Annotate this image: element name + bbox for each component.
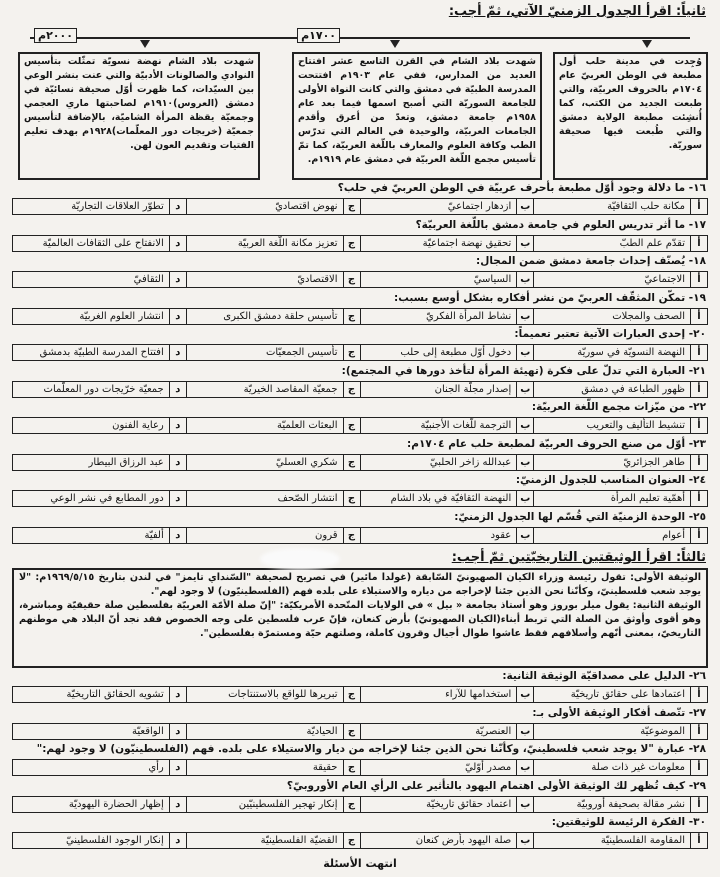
- answer-option[interactable]: [533, 491, 707, 506]
- answer-options-row: [12, 723, 708, 740]
- answer-options-row: [12, 344, 708, 361]
- answer-option[interactable]: [533, 382, 707, 397]
- answer-options-row: [12, 235, 708, 252]
- answer-option[interactable]: [13, 236, 186, 251]
- option-text: مكانة حلب الثقافيّة: [607, 201, 685, 212]
- answer-option[interactable]: [360, 382, 534, 397]
- option-text: تطوّر العلاقات التجاريّة: [71, 201, 164, 212]
- answer-option[interactable]: [186, 528, 360, 543]
- option-text: إنكار تهجير الفلسطينيّين: [238, 798, 338, 810]
- timeline-year-end: ٢٠٠٠م: [34, 28, 77, 43]
- option-text: نشاط المرأة الفكريّ: [426, 310, 512, 322]
- option-letter: ج: [343, 797, 360, 812]
- answer-option[interactable]: [13, 797, 186, 812]
- option-text: استخدامها للآراء: [445, 689, 512, 700]
- option-text: تنشيط التأليف والتعريب: [586, 420, 685, 431]
- option-text: جمعيّة خرّيجات دور المعلّمات: [43, 383, 164, 395]
- answer-option[interactable]: [360, 724, 534, 739]
- answer-option[interactable]: [360, 199, 534, 214]
- answer-option[interactable]: [13, 199, 186, 214]
- answer-option[interactable]: [360, 797, 534, 812]
- question-text: ٢٢- من ميّزات مجمع اللّغة العربيّة:: [531, 401, 706, 413]
- option-text: السياسيّ: [473, 274, 512, 285]
- document-1-text: الوثيقة الأولى: تقول رئيسة وزراء الكيان الصهيونيّ السّابقة (غولدا مائير) في تصريح لصحيفة "السّنداي تايمز" في لندن بتاريخ ١٩٦٩/٥/١٥م: "لا يوجد شعب فلسطينيّ، وكأنّنا نحن الذين جئنا لإخراجه من دياره والاستيلاء على بلده فهم (الفلسطينيّون) لا وجود لهم".: [19, 572, 701, 597]
- answer-option[interactable]: [533, 236, 707, 251]
- option-letter: أ: [690, 724, 707, 739]
- option-text: قرون: [315, 529, 338, 541]
- option-text: الاجتماعيّ: [644, 274, 685, 285]
- answer-option[interactable]: [360, 455, 534, 470]
- option-text: أهمّية تعليم المرأة: [610, 493, 685, 504]
- option-letter: ج: [343, 345, 360, 360]
- option-letter: ب: [516, 199, 533, 214]
- answer-options-row: [12, 381, 708, 398]
- option-text: الاقتصاديّ: [297, 274, 338, 285]
- timeline-box-printing: وُجِدت في مدينة حلب أول مطبعة في الوطن العربيّ عام ١٧٠٤م بالحروف العربيّة، والتي طبعت الجديد من الكتب، كما أُنشِئت مطبعة الولاية دمشق والتي طُبعت فيها صحيفة سوريّة.: [553, 52, 708, 180]
- answer-option[interactable]: [533, 797, 707, 812]
- option-letter: د: [169, 236, 186, 251]
- option-text: أعوام: [662, 529, 685, 541]
- question-text: ٢٣- أوّل من صنع الحروف العربيّة لمطبعة حلب عام ١٧٠٤م:: [407, 437, 706, 450]
- option-letter: د: [169, 345, 186, 360]
- timeline-arrow-3: [140, 40, 150, 48]
- option-letter: ب: [516, 382, 533, 397]
- option-letter: ج: [343, 528, 360, 543]
- option-letter: ج: [343, 724, 360, 739]
- answer-option[interactable]: [186, 687, 360, 702]
- option-letter: ج: [343, 833, 360, 848]
- option-letter: ج: [343, 199, 360, 214]
- option-letter: د: [169, 272, 186, 287]
- option-letter: ب: [516, 491, 533, 506]
- answer-option[interactable]: [186, 382, 360, 397]
- answer-options-row: [12, 832, 708, 849]
- option-letter: ج: [343, 491, 360, 506]
- answer-options-row: [12, 759, 708, 776]
- option-text: اعتمادها على حقائق تاريخيّة: [570, 689, 685, 700]
- option-text: مصدر أوّليّ: [464, 762, 512, 773]
- option-text: انتشار العلوم الغربيّة: [79, 310, 164, 322]
- option-text: تقدّم علم الطبّ: [619, 237, 685, 249]
- answer-option[interactable]: [360, 236, 534, 251]
- paper-smudge: [260, 548, 340, 570]
- answer-option[interactable]: [186, 418, 360, 433]
- answer-option[interactable]: [13, 345, 186, 360]
- question-text: ٣٠- الفكرة الرئيسة للوثيقتين:: [551, 816, 706, 828]
- option-text: ظهور الطباعة في دمشق: [581, 383, 685, 395]
- option-letter: ج: [343, 455, 360, 470]
- option-letter: د: [169, 309, 186, 324]
- option-letter: ب: [516, 760, 533, 775]
- answer-option[interactable]: [186, 797, 360, 812]
- option-text: دخول أوّل مطبعة إلى حلب: [400, 347, 512, 358]
- option-text: إظهار الحضارة اليهوديّة: [68, 798, 164, 810]
- option-letter: ب: [516, 272, 533, 287]
- option-letter: أ: [690, 687, 707, 702]
- option-text: افتتاح المدرسة الطبيّة بدمشق: [39, 347, 164, 358]
- option-text: دور المطابع في نشر الوعي: [50, 493, 164, 504]
- answer-option[interactable]: [360, 491, 534, 506]
- answer-option[interactable]: [13, 528, 186, 543]
- answer-option[interactable]: [13, 760, 186, 775]
- answer-option[interactable]: [186, 491, 360, 506]
- option-letter: ج: [343, 382, 360, 397]
- answer-option[interactable]: [13, 455, 186, 470]
- timeline-arrow-2: [390, 40, 400, 48]
- answer-options-row: [12, 198, 708, 215]
- option-text: شكري العسليّ: [275, 456, 338, 468]
- option-letter: أ: [690, 309, 707, 324]
- option-text: الثقافيّ: [133, 274, 164, 285]
- answer-option[interactable]: [13, 491, 186, 506]
- option-text: الحياديّة: [306, 725, 338, 737]
- option-text: تأسيس حلقة دمشق الكبرى: [223, 310, 338, 322]
- answer-option[interactable]: [533, 272, 707, 287]
- option-text: إنكار الوجود الفلسطينيّ: [65, 835, 164, 846]
- option-letter: د: [169, 760, 186, 775]
- answer-option[interactable]: [13, 382, 186, 397]
- option-letter: أ: [690, 236, 707, 251]
- answer-option[interactable]: [13, 687, 186, 702]
- option-letter: ج: [343, 418, 360, 433]
- option-text: اعتماد حقائق تاريخيّة: [426, 798, 512, 810]
- question-text: ٢٦- الدليل على مصداقيّة الوثيقة الثانية:: [502, 670, 706, 682]
- option-text: النهضة النسويّة في سوريّة: [577, 347, 685, 358]
- option-text: تحقيق نهضة اجتماعيّة: [422, 237, 512, 249]
- option-text: رأي: [148, 762, 164, 773]
- option-text: عبدالله زاخر الحلبيّ: [429, 456, 512, 468]
- option-text: صلة اليهود بأرض كنعان: [415, 835, 512, 846]
- option-text: القضيّة الفلسطينيّة: [260, 835, 338, 846]
- option-text: الانفتاح على الثقافات العالميّة: [42, 237, 164, 249]
- answer-option[interactable]: [533, 309, 707, 324]
- question-text: ٢٨- عبارة "لا يوجد شعب فلسطينيّ، وكأنّنا نحن الذين جئنا لإخراجه من ديار والاستيلاء على بلده. فهم (الفلسطينيّون) لا وجود لهم:": [36, 743, 706, 755]
- option-text: نشر مقالة بصحيفة أوروبيّة: [576, 798, 685, 810]
- option-letter: د: [169, 687, 186, 702]
- question-text: ٢٥- الوحدة الزمنيّة التي قُسّم لها الجدول الزمنيّ:: [454, 510, 706, 523]
- option-text: معلومات غير ذات صلة: [591, 762, 685, 773]
- answer-option[interactable]: [186, 345, 360, 360]
- answer-option[interactable]: [360, 833, 534, 848]
- option-letter: ج: [343, 687, 360, 702]
- option-text: رعاية الفنون: [112, 420, 164, 431]
- option-text: انتشار الصّحف: [277, 493, 338, 504]
- answer-options-row: [12, 686, 708, 703]
- answer-option[interactable]: [360, 687, 534, 702]
- answer-option[interactable]: [186, 199, 360, 214]
- option-letter: ج: [343, 236, 360, 251]
- option-letter: أ: [690, 418, 707, 433]
- answer-option[interactable]: [186, 833, 360, 848]
- answer-options-row: [12, 490, 708, 507]
- answer-options-row: [12, 308, 708, 325]
- answer-option[interactable]: [533, 833, 707, 848]
- option-letter: ب: [516, 236, 533, 251]
- answer-option[interactable]: [533, 345, 707, 360]
- option-text: حقيقة: [312, 762, 338, 773]
- answer-option[interactable]: [360, 528, 534, 543]
- option-text: جمعيّة المقاصد الخيريّة: [243, 383, 338, 395]
- option-letter: د: [169, 455, 186, 470]
- option-text: تأسيس الجمعيّات: [265, 347, 338, 358]
- option-letter: ب: [516, 528, 533, 543]
- option-letter: د: [169, 382, 186, 397]
- question-text: ١٨- يُصنّف إحداث جامعة دمشق ضمن المجال:: [476, 255, 706, 267]
- timeline-box-university: شهدت بلاد الشام في القرن التاسع عشر افتتاح العديد من المدارس، ففي عام ١٩٠٣م افتتحت المدرسة الطبيّة في دمشق والتي كانت النواة الأولى للجامعة السوريّة التي أصبح اسمها فيما بعد عام ١٩٥٨م جامعة دمشق، وتعدّ من أعرق وأقدم الجامعات العربيّة، والوحيدة في العالم التي تدرّس الطب وكافة العلوم والمعارف باللّغة العربيّة، كما تمّ تأسيس مجمع اللّغة العربيّة في دمشق عام ١٩١٩م.: [292, 52, 542, 180]
- option-text: تبريرها للواقع بالاستنتاجات: [228, 689, 338, 700]
- option-letter: ج: [343, 272, 360, 287]
- option-text: عبد الرزاق البيطار: [88, 456, 164, 468]
- option-letter: أ: [690, 797, 707, 812]
- option-letter: د: [169, 528, 186, 543]
- option-text: الصحف والمجلات: [612, 310, 685, 322]
- option-letter: ب: [516, 797, 533, 812]
- option-letter: ب: [516, 345, 533, 360]
- option-text: ألفيّة: [144, 529, 164, 541]
- answer-option[interactable]: [533, 455, 707, 470]
- question-text: ١٦- ما دلالة وجود أوّل مطبعة بأحرف عربيّة في الوطن العربيّ في حلب؟: [337, 182, 706, 194]
- answer-option[interactable]: [360, 418, 534, 433]
- answer-option[interactable]: [186, 309, 360, 324]
- option-letter: أ: [690, 345, 707, 360]
- timeline-year-start: ١٧٠٠م: [297, 28, 340, 43]
- answer-options-row: [12, 417, 708, 434]
- option-letter: أ: [690, 382, 707, 397]
- question-text: ٢٠- إحدى العبارات الآتية تعتبر تعميماً:: [514, 328, 706, 340]
- answer-option[interactable]: [13, 418, 186, 433]
- question-text: ٢٩- كيف تُظهر لك الوثيقة الأولى اهتمام اليهود بالتأثير على الرأي العام الأوروبيّ؟: [286, 779, 706, 792]
- option-letter: أ: [690, 455, 707, 470]
- option-text: النهضة الثقافيّة في بلاد الشام: [390, 493, 512, 504]
- option-letter: د: [169, 833, 186, 848]
- answer-options-row: [12, 796, 708, 813]
- answer-options-row: [12, 271, 708, 288]
- option-letter: ب: [516, 455, 533, 470]
- option-text: عقود: [490, 529, 512, 541]
- timeline-arrow-1: [642, 40, 652, 48]
- option-letter: ب: [516, 309, 533, 324]
- answer-option[interactable]: [533, 199, 707, 214]
- answer-option[interactable]: [186, 760, 360, 775]
- option-letter: د: [169, 199, 186, 214]
- option-text: تشويه الحقائق التاريخيّة: [66, 689, 164, 700]
- answer-option[interactable]: [186, 236, 360, 251]
- answer-option[interactable]: [360, 345, 534, 360]
- option-letter: ب: [516, 833, 533, 848]
- answer-option[interactable]: [13, 272, 186, 287]
- option-text: نهوض اقتصاديّ: [275, 201, 338, 212]
- question-text: ١٩- تمكّن المثقّف العربيّ من نشر أفكاره بشكل أوسع بسبب:: [394, 291, 706, 304]
- option-letter: أ: [690, 760, 707, 775]
- option-letter: ب: [516, 687, 533, 702]
- option-letter: أ: [690, 199, 707, 214]
- answer-option[interactable]: [533, 724, 707, 739]
- answer-options-row: [12, 527, 708, 544]
- documents-box: [12, 568, 708, 668]
- question-text: ٢٧- تتّصف أفكار الوثيقة الأولى بـ:: [532, 706, 706, 719]
- document-2-text: الوثيقة الثانية: يقول ميلر بوروز وهو أستاذ بجامعة « بيل » في الولايات المتّحدة الأمريكيّة: "إنّ صلة الأمّة العربيّة بفلسطين صلة حقيقيّة ومباشرة، وهو أقوى وأوثق من الصلة التي تربط أبناء(الكيان الصهيونيّ) بأرض كنعان، فإنّ عرب فلسطين على وجه الخصوص فقد نجد أنّ البلاد هي موطنهم التاريخيّ، بمعنى أنّهم وأسلافهم فقط عاشوا طوال أجيال وقرون كاملة، وصلتهم حيّة ومستمرّة بفلسطين".: [19, 600, 701, 639]
- option-letter: د: [169, 724, 186, 739]
- option-letter: أ: [690, 491, 707, 506]
- footer-end-text: انتهت الأسئلة: [323, 857, 397, 870]
- option-letter: ج: [343, 760, 360, 775]
- answer-option[interactable]: [13, 833, 186, 848]
- answer-option[interactable]: [186, 724, 360, 739]
- option-text: إصدار مجلّة الجنان: [434, 383, 512, 395]
- answer-option[interactable]: [360, 272, 534, 287]
- answer-option[interactable]: [533, 760, 707, 775]
- option-text: المقاومة الفلسطينيّة: [600, 835, 685, 846]
- option-letter: ب: [516, 418, 533, 433]
- option-text: الموضوعيّة: [640, 725, 685, 737]
- answer-option[interactable]: [13, 309, 186, 324]
- option-text: تعزيز مكانة اللّغة العربيّة: [237, 237, 338, 249]
- option-letter: د: [169, 418, 186, 433]
- question-text: ٢١- العبارة التي تدلّ على فكرة (تهيئة المرأة لتأخذ دورها في المجتمع):: [341, 364, 706, 377]
- option-letter: د: [169, 797, 186, 812]
- option-letter: د: [169, 491, 186, 506]
- timeline-line: [30, 37, 690, 39]
- option-text: العنصريّة: [475, 725, 512, 737]
- section2-title: ثانياً: اقرأ الجدول الزمنيّ الآتي، ثمّ أجب:: [448, 4, 706, 19]
- answer-option[interactable]: [186, 272, 360, 287]
- option-text: الترجمة للّغات الأجنبيّة: [420, 420, 512, 431]
- answer-option[interactable]: [360, 309, 534, 324]
- option-letter: أ: [690, 528, 707, 543]
- answer-option[interactable]: [13, 724, 186, 739]
- answer-option[interactable]: [533, 687, 707, 702]
- option-text: البعثات العلميّة: [277, 420, 338, 431]
- option-letter: ب: [516, 724, 533, 739]
- option-letter: ج: [343, 309, 360, 324]
- answer-options-row: [12, 454, 708, 471]
- answer-option[interactable]: [533, 418, 707, 433]
- question-text: ١٧- ما أثر تدريس العلوم في جامعة دمشق باللّغة العربيّة؟: [415, 218, 706, 231]
- answer-option[interactable]: [360, 760, 534, 775]
- question-text: ٢٤- العنوان المناسب للجدول الزمنيّ:: [515, 474, 706, 486]
- option-text: طاهر الجزائريّ: [623, 456, 685, 468]
- option-text: الواقعيّة: [131, 725, 164, 737]
- option-text: ازدهار اجتماعيّ: [447, 201, 512, 212]
- answer-option[interactable]: [186, 455, 360, 470]
- section3-title: ثالثاً: اقرأ الوثيقتين التاريخيّتين ثمّ أجب:: [451, 550, 706, 565]
- option-letter: أ: [690, 272, 707, 287]
- timeline-box-women: شهدت بلاد الشام نهضة نسويّة تمثّلت بتأسيس النوادي والصالونات الأدبيّة والتي عنت بنشر الوعي بين السيّدات، كما ظهرت أوّل صحيفة نسائيّة في دمشق (العروس)١٩١٠م لصاحبتها ماري العجمي وجمعيّة يقظة المرأة الشاميّة، بالإضافة لتأسيس جمعيّة (خريجات دور المعلّمات)١٩٢٨م بهدف تعليم الفتيات وتقديم العون لهن.: [18, 52, 260, 180]
- answer-option[interactable]: [533, 528, 707, 543]
- option-letter: أ: [690, 833, 707, 848]
